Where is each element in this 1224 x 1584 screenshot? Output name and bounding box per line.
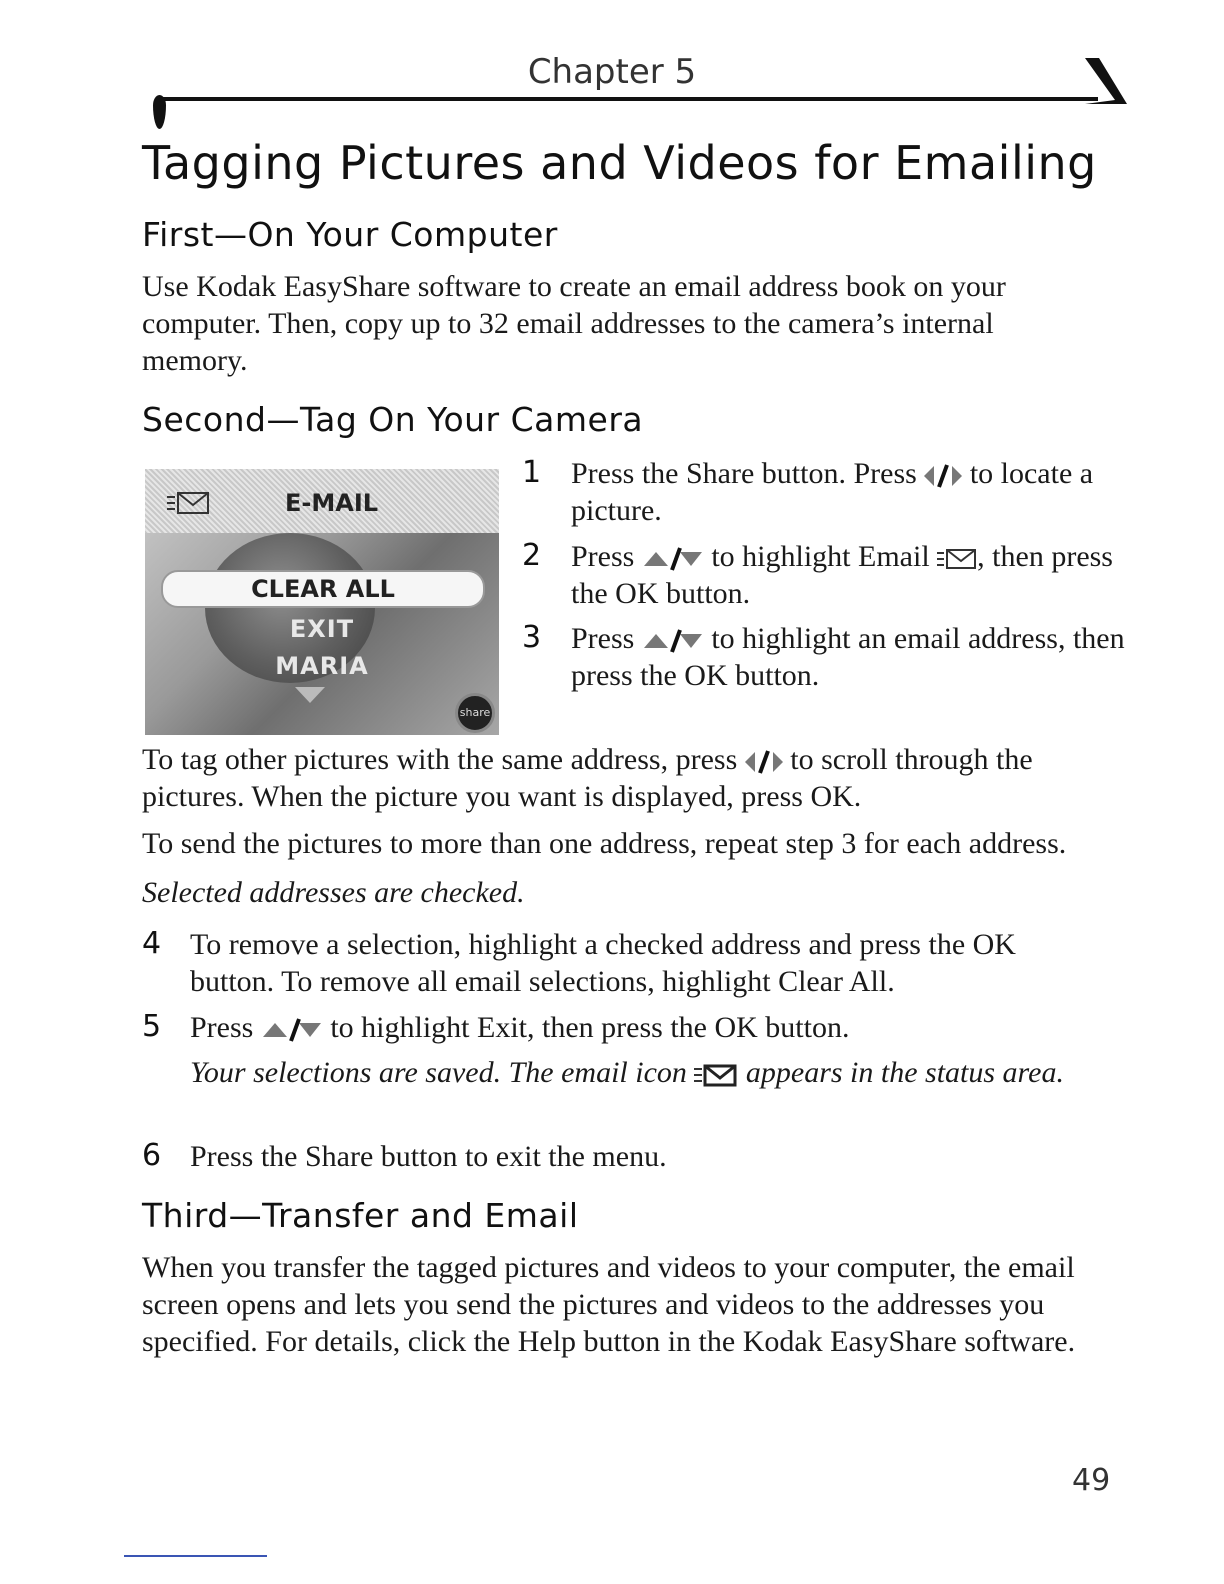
step-number: 6 — [142, 1138, 162, 1173]
share-button-icon: share — [455, 693, 495, 733]
step-number: 4 — [142, 926, 162, 961]
email-icon — [937, 547, 977, 571]
paragraph-part: to scroll through the pictures. When the picture you want is displayed, press OK. — [142, 743, 1033, 813]
section-first-text: Use Kodak EasyShare software to create an email address book on your computer. Then, copy up to 32 email addresses to the camera’s internal memory. — [142, 270, 1006, 377]
step-text-part: to highlight Exit, then press the OK button. — [330, 1011, 850, 1044]
camera-screen-image — [145, 469, 499, 735]
step-text-part: Press the Share button. Press — [571, 457, 917, 490]
up-down-arrows-icon — [642, 628, 704, 654]
page-title: Tagging Pictures and Videos for Emailing — [142, 136, 1097, 190]
camera-menu-clear-all: CLEAR ALL — [161, 570, 485, 608]
step-text-part: to highlight an email address, then press the OK button. — [571, 622, 1125, 692]
step-text: To remove a selection, highlight a checked address and press the OK button. To remove all email selections, highlight Clear All. — [190, 928, 1016, 998]
email-icon — [167, 491, 211, 515]
footer-rule — [124, 1555, 267, 1557]
step-text-part: to highlight Email — [711, 540, 930, 573]
rule-arrow-icon — [1085, 58, 1127, 104]
rule-dot-ornament — [153, 95, 166, 129]
left-right-arrows-icon — [924, 463, 962, 489]
step-number: 2 — [522, 538, 542, 573]
step-text — [571, 455, 1111, 529]
left-right-arrows-icon — [745, 749, 783, 775]
step-text-part: Press — [190, 1011, 254, 1044]
step-number: 5 — [142, 1009, 162, 1044]
step-text-part: Press — [571, 540, 635, 573]
camera-menu-address: MARIA — [275, 652, 369, 680]
step-number: 1 — [522, 455, 542, 490]
camera-menu-title: E-MAIL — [285, 489, 379, 517]
email-icon — [694, 1062, 738, 1088]
step-text — [571, 538, 1131, 612]
camera-menu-exit: EXIT — [289, 615, 355, 643]
scroll-down-arrow-icon — [295, 687, 325, 703]
step-text: Press the Share button to exit the menu. — [190, 1140, 667, 1173]
up-down-arrows-icon — [261, 1017, 323, 1043]
step-text-part: Press — [571, 622, 635, 655]
step-number: 3 — [522, 620, 542, 655]
step-note-part: Your selections are saved. The email icon — [190, 1056, 687, 1089]
up-down-arrows-icon — [642, 546, 704, 572]
section-heading-first: First—On Your Computer — [142, 215, 558, 254]
chapter-label: Chapter 5 — [527, 52, 697, 92]
step-note — [190, 1054, 1100, 1091]
section-heading-third: Third—Transfer and Email — [142, 1196, 579, 1235]
paragraph-checked-note: Selected addresses are checked. — [142, 876, 525, 909]
paragraph-part: To tag other pictures with the same address, press — [142, 743, 738, 776]
step-text-part: , then press the OK button. — [571, 540, 1113, 610]
section-heading-second: Second—Tag On Your Camera — [142, 400, 644, 439]
header-rule — [158, 97, 1098, 101]
step-note-part: appears in the status area. — [745, 1056, 1064, 1089]
paragraph-multiple-addresses: To send the pictures to more than one address, repeat step 3 for each address. — [142, 827, 1067, 860]
page-number: 49 — [1072, 1463, 1111, 1498]
section-third-text: When you transfer the tagged pictures and videos to your computer, the email screen opens and lets you send the pictures and videos to the addresses you specified. For details, click the Help button in the Kodak EasyShare software. — [142, 1251, 1076, 1358]
paragraph-scroll — [142, 741, 1127, 815]
step-text — [571, 620, 1131, 694]
step-text — [190, 1009, 1090, 1046]
step-text-part: to locate a picture. — [571, 457, 1094, 527]
